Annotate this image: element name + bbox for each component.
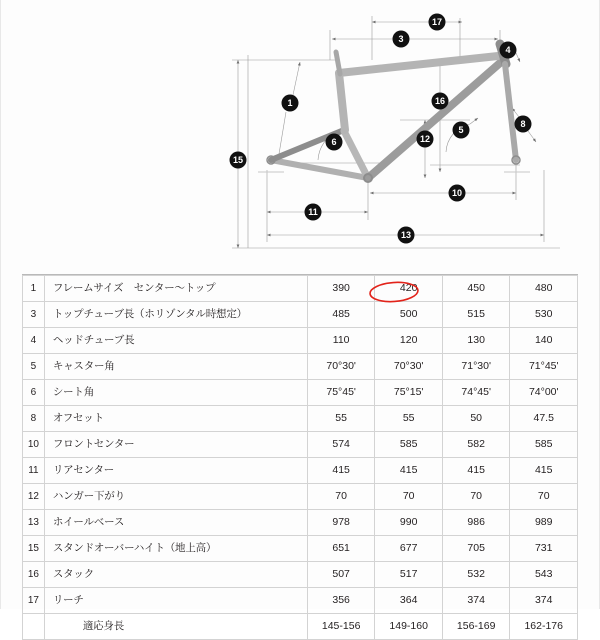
row-value-col4: 530 — [510, 302, 578, 328]
table-row — [23, 588, 578, 614]
row-value-col1: 356 — [307, 588, 375, 614]
callout-13 — [398, 227, 415, 244]
callout-3 — [393, 31, 410, 48]
row-label: リーチ — [44, 588, 307, 614]
row-number: 8 — [23, 406, 45, 432]
row-value-col1: 55 — [307, 406, 375, 432]
callout-label: 17 — [431, 17, 443, 28]
table-row — [23, 510, 578, 536]
row-value-col1: 75°45' — [307, 380, 375, 406]
row-label: シート角 — [44, 380, 307, 406]
row-value-col4: 71°45' — [510, 354, 578, 380]
row-number: 16 — [23, 562, 45, 588]
table-row — [23, 458, 578, 484]
row-value-col4: 162-176 — [510, 614, 578, 640]
row-value-col4: 731 — [510, 536, 578, 562]
row-value-col3: 374 — [442, 588, 510, 614]
row-number: 10 — [23, 432, 45, 458]
table-row — [23, 432, 578, 458]
callout-label: 1 — [287, 98, 293, 109]
row-number: 1 — [23, 276, 45, 302]
row-value-col1: 70°30' — [307, 354, 375, 380]
geometry-spec-table — [22, 275, 578, 640]
row-value-col2: 415 — [375, 458, 443, 484]
callout-5 — [453, 122, 470, 139]
callout-11 — [305, 204, 322, 221]
callout-10 — [449, 185, 466, 202]
row-value-col4: 480 — [510, 276, 578, 302]
row-label: フレームサイズ センター〜トップ — [44, 276, 307, 302]
row-value-col2: 75°15' — [375, 380, 443, 406]
callout-label: 8 — [520, 119, 526, 130]
row-value-col2: 70 — [375, 484, 443, 510]
row-value-col2: 364 — [375, 588, 443, 614]
callout-6 — [326, 134, 343, 151]
callout-label: 10 — [451, 188, 463, 199]
table-row — [23, 276, 578, 302]
row-label: リアセンター — [44, 458, 307, 484]
row-value-col3: 705 — [442, 536, 510, 562]
row-label: ハンガー下がり — [44, 484, 307, 510]
callout-label: 11 — [308, 207, 318, 218]
row-label: スタック — [44, 562, 307, 588]
row-value-col3: 582 — [442, 432, 510, 458]
frame-geometry-diagram — [0, 0, 600, 268]
row-value-col2: 990 — [375, 510, 443, 536]
callout-1 — [282, 95, 299, 112]
table-row — [23, 562, 578, 588]
row-number: 17 — [23, 588, 45, 614]
row-value-col1: 110 — [307, 328, 375, 354]
table-row — [23, 380, 578, 406]
callout-label: 13 — [400, 230, 412, 241]
row-value-col3: 74°45' — [442, 380, 510, 406]
row-number: 6 — [23, 380, 45, 406]
row-value-col4: 543 — [510, 562, 578, 588]
table-row — [23, 302, 578, 328]
frame-tubes — [258, 44, 530, 182]
row-value-col2: 585 — [375, 432, 443, 458]
row-value-col1: 507 — [307, 562, 375, 588]
row-number: 12 — [23, 484, 45, 510]
row-value-col4: 140 — [510, 328, 578, 354]
callout-group — [230, 14, 532, 244]
row-number: 11 — [23, 458, 45, 484]
table-row — [23, 354, 578, 380]
row-value-col4: 47.5 — [510, 406, 578, 432]
row-value-col2: 149-160 — [375, 614, 443, 640]
row-label: 適応身長 — [44, 614, 307, 640]
callout-label: 15 — [232, 155, 244, 166]
row-value-col1: 390 — [307, 276, 375, 302]
row-value-col4: 374 — [510, 588, 578, 614]
row-value-col1: 485 — [307, 302, 375, 328]
callout-4 — [500, 42, 517, 59]
callout-label: 5 — [458, 125, 464, 136]
row-value-col2: 420 — [375, 276, 443, 302]
callout-8 — [515, 116, 532, 133]
row-label: ヘッドチューブ長 — [44, 328, 307, 354]
row-value-col1: 978 — [307, 510, 375, 536]
callout-15 — [230, 152, 247, 169]
row-value-col3: 415 — [442, 458, 510, 484]
row-value-col2: 70°30' — [375, 354, 443, 380]
row-value-col3: 450 — [442, 276, 510, 302]
row-value-col3: 156-169 — [442, 614, 510, 640]
table-row — [23, 406, 578, 432]
row-value-col1: 574 — [307, 432, 375, 458]
row-value-col3: 532 — [442, 562, 510, 588]
row-label: オフセット — [44, 406, 307, 432]
row-label: ホイールベース — [44, 510, 307, 536]
row-value-col1: 415 — [307, 458, 375, 484]
row-value-col3: 71°30' — [442, 354, 510, 380]
row-value-col2: 55 — [375, 406, 443, 432]
row-value-col4: 585 — [510, 432, 578, 458]
callout-label: 16 — [434, 96, 446, 107]
row-value-col2: 677 — [375, 536, 443, 562]
callout-label: 12 — [419, 134, 431, 145]
callout-17 — [429, 14, 446, 31]
row-value-col3: 130 — [442, 328, 510, 354]
row-number — [23, 614, 45, 640]
row-value-col2: 517 — [375, 562, 443, 588]
callout-label: 4 — [505, 45, 511, 56]
row-value-col4: 70 — [510, 484, 578, 510]
callout-16 — [432, 93, 449, 110]
row-value-col4: 74°00' — [510, 380, 578, 406]
row-label: キャスター角 — [44, 354, 307, 380]
row-value-col4: 989 — [510, 510, 578, 536]
callout-12 — [417, 131, 434, 148]
table-row — [23, 484, 578, 510]
row-label: スタンドオーバーハイト（地上高） — [44, 536, 307, 562]
row-value-col1: 145-156 — [307, 614, 375, 640]
table-row — [23, 536, 578, 562]
row-value-col3: 70 — [442, 484, 510, 510]
row-value-col2: 120 — [375, 328, 443, 354]
row-number: 13 — [23, 510, 45, 536]
row-number: 5 — [23, 354, 45, 380]
row-value-col2: 500 — [375, 302, 443, 328]
row-value-col1: 70 — [307, 484, 375, 510]
row-value-col3: 50 — [442, 406, 510, 432]
row-value-col1: 651 — [307, 536, 375, 562]
table-row — [23, 328, 578, 354]
row-number: 3 — [23, 302, 45, 328]
table-row — [23, 614, 578, 640]
callout-label: 3 — [398, 34, 404, 45]
row-value-col4: 415 — [510, 458, 578, 484]
row-number: 4 — [23, 328, 45, 354]
row-label: トップチューブ長（ホリゾンタル時想定） — [44, 302, 307, 328]
row-value-col3: 515 — [442, 302, 510, 328]
row-value-col3: 986 — [442, 510, 510, 536]
callout-label: 6 — [331, 137, 337, 148]
row-number: 15 — [23, 536, 45, 562]
row-label: フロントセンター — [44, 432, 307, 458]
